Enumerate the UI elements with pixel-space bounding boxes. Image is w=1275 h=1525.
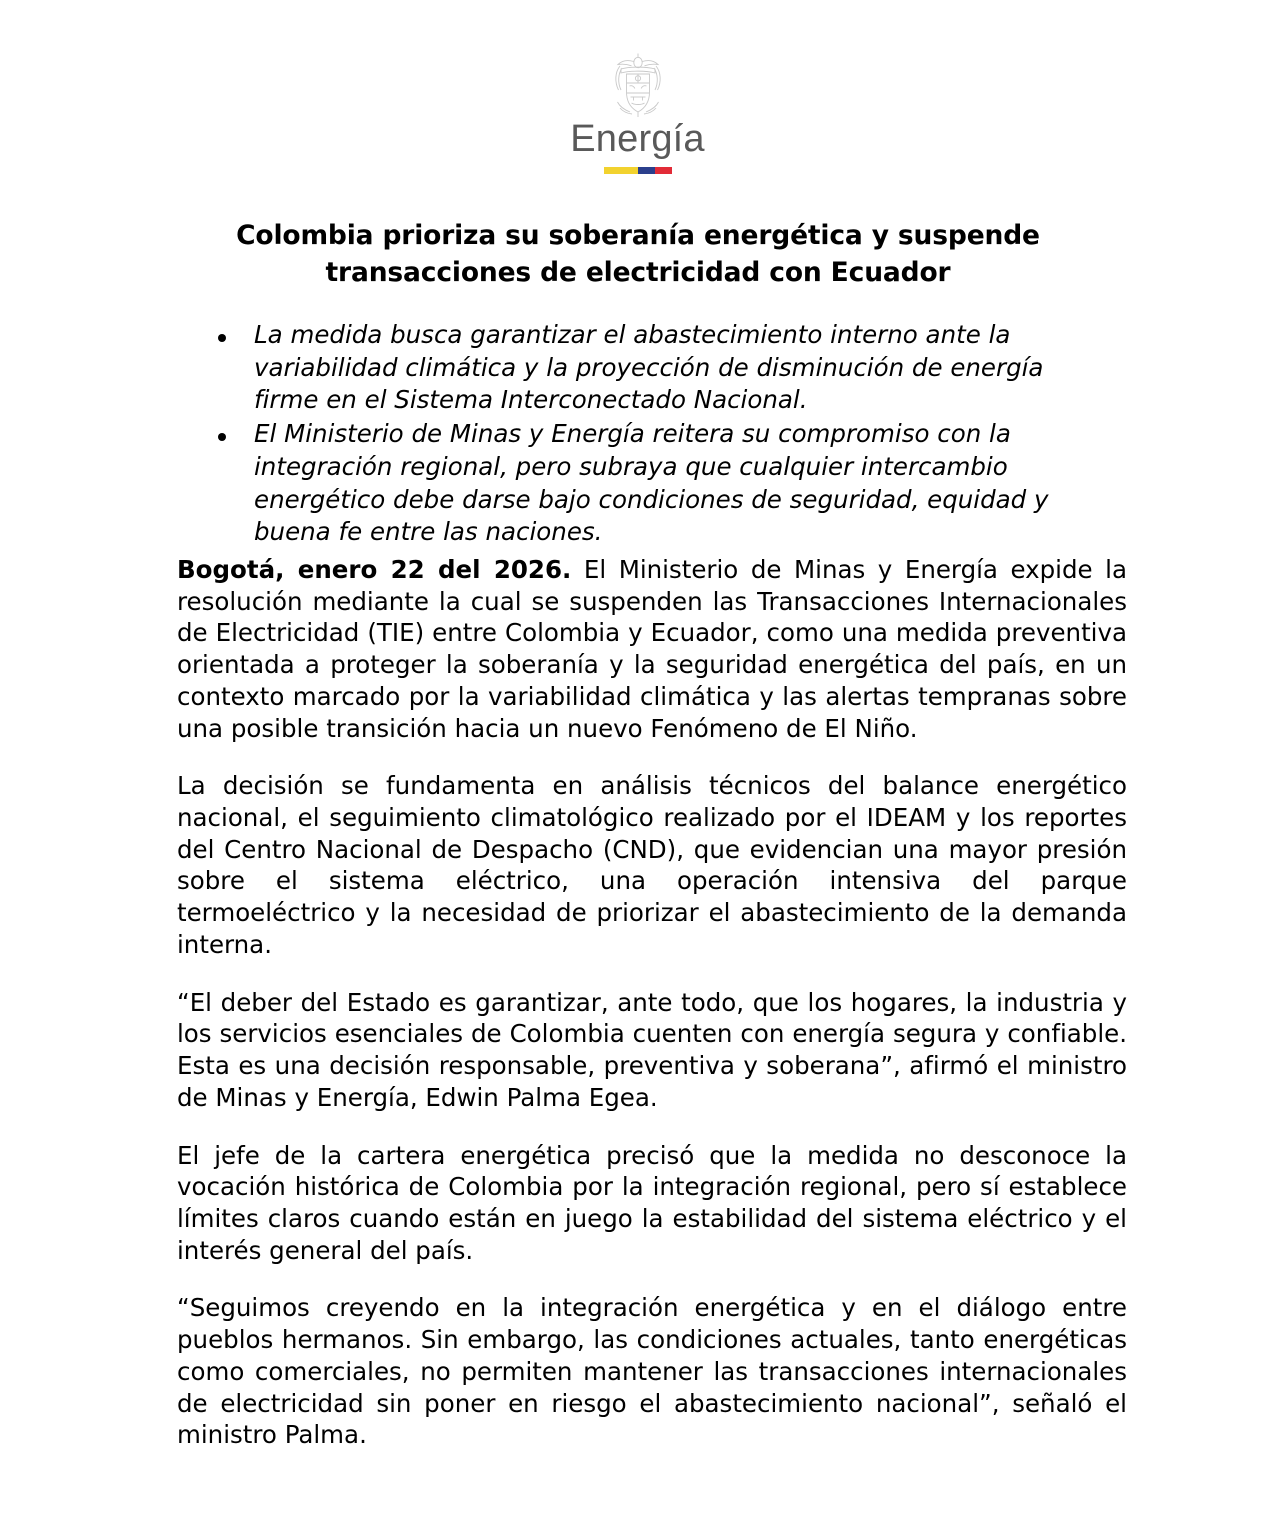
list-item	[213, 319, 1073, 417]
flag-stripe-yellow	[604, 167, 638, 174]
page-title: Colombia prioriza su soberanía energética y suspende transacciones de electricidad con Ecuador	[236, 220, 1040, 288]
paragraph-3: “El deber del Estado es garantizar, ante todo, que los hogares, la industria y los servicios esenciales de Colombia cuenten con energía segura y confiable. Esta es una decisión responsable, preventiva y soberana”, afirmó el ministro de Minas y Energía, Edwin Palma Egea.	[177, 987, 1127, 1112]
ministry-logo	[0, 52, 1275, 174]
highlights-list	[213, 319, 1073, 549]
paragraph-2: La decisión se fundamenta en análisis técnicos del balance energético nacional, el seguimiento climatológico realizado por el IDEAM y los reportes del Centro Nacional de Despacho (CND), que evidencian una mayor presión sobre el sistema eléctrico, una operación intensiva del parque termoeléctrico y la necesidad de priorizar el abastecimiento de la demanda interna.	[177, 771, 1127, 959]
colombia-coat-of-arms-icon	[609, 52, 667, 118]
highlight-text: La medida busca garantizar el abastecimiento interno ante la variabilidad climática y la proyección de disminución de energía firme en el Sistema Interconectado Nacional.	[254, 320, 1044, 415]
bullet-icon	[218, 334, 226, 342]
flag-stripe-blue	[638, 167, 655, 174]
flag-stripe-red	[655, 167, 672, 174]
paragraph-1	[177, 554, 1127, 744]
dateline: Bogotá, enero 22 del 2026.	[177, 555, 572, 584]
list-item	[213, 418, 1073, 549]
wordmark-energia: Energía	[570, 118, 705, 160]
bullet-icon	[218, 433, 226, 441]
paragraph-4: El jefe de la cartera energética precisó que la medida no desconoce la vocación histórica de Colombia por la integración regional, pero sí establece límites claros cuando están en juego la estabilidad del sistema eléctrico y el interés general del país.	[177, 1140, 1127, 1265]
body-copy	[177, 554, 1127, 1451]
highlight-text: El Ministerio de Minas y Energía reitera su compromiso con la integración regional, pero subraya que cualquier intercambio energético debe darse bajo condiciones de seguridad, equidad y buena fe entre las naciones.	[254, 419, 1049, 547]
paragraph-5: “Seguimos creyendo en la integración energética y en el diálogo entre pueblos hermanos. Sin embargo, las condiciones actuales, tanto energéticas como comerciales, no permiten mantener las transacciones internacionales de electricidad sin poner en riesgo el abastecimiento nacional”, señaló el ministro Palma.	[177, 1293, 1127, 1450]
colombia-flag-bar	[604, 167, 672, 174]
paragraph-1-text: El Ministerio de Minas y Energía expide la resolución mediante la cual se suspenden las Transacciones Internacionales de Electricidad (TIE) entre Colombia y Ecuador, como una medida preventiva orientada a proteger la soberanía y la seguridad energética del país, en un contexto marcado por la variabilidad climática y las alertas tempranas sobre una posible transición hacia un nuevo Fenómeno de El Niño.	[177, 555, 1127, 743]
